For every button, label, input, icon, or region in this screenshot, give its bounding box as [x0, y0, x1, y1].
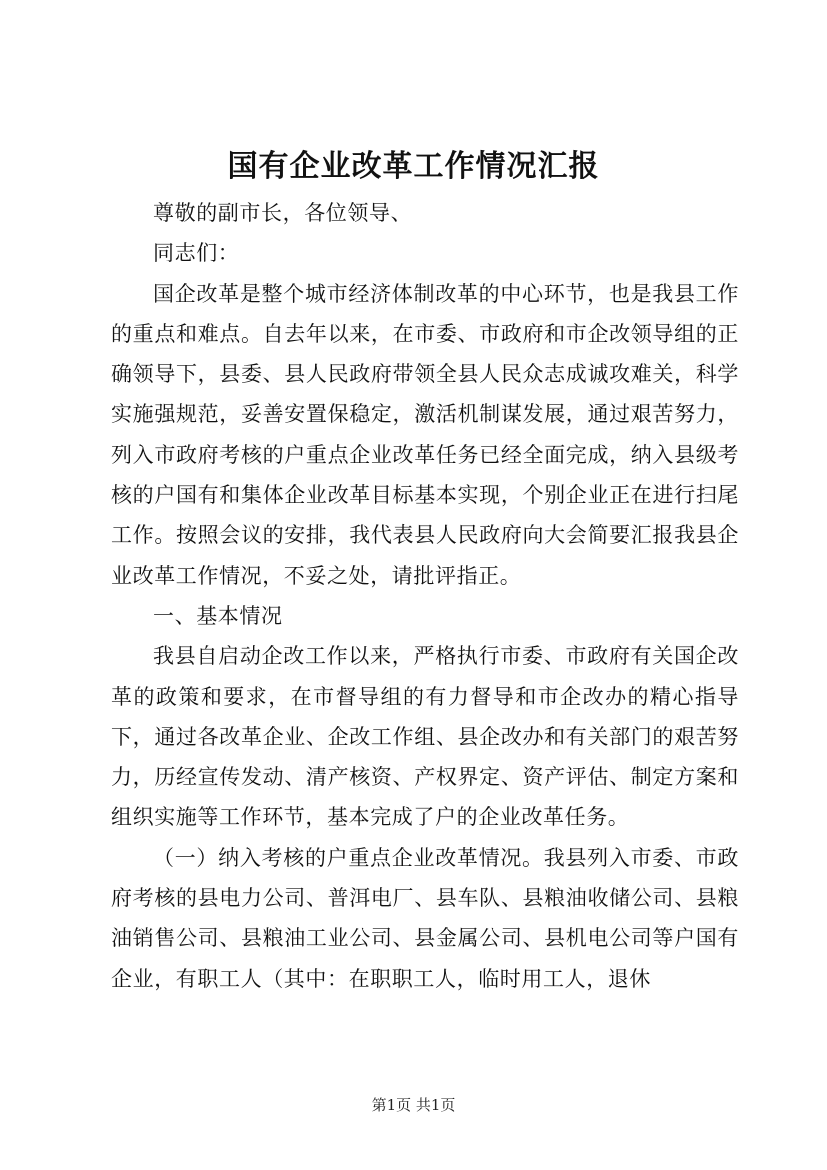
document-title: 国有企业改革工作情况汇报 — [227, 149, 600, 184]
basic-situation-paragraph: 我县自启动企改工作以来，严格执行市委、市政府有关国企改革的政策和要求，在市督导组的有力督导和市企改办的精心指导下，通过各改革企业、企改工作组、县企改办和有关部门的艰苦努力，历经宣传发动、清产核资、产权界定、资产评估、制定方案和组织实施等工作环节，基本完成了户的企业改革任务。 — [111, 644, 739, 830]
salutation-comrades: 同志们： — [153, 241, 240, 266]
subsection-key-enterprises-paragraph: （一）纳入考核的户重点企业改革情况。我县列入市委、市政府考核的县电力公司、普洱电厂、县车队、县粮油收储公司、县粮油销售公司、县粮油工业公司、县金属公司、县机电公司等户国有企业，有职工人（其中：在职职工人，临时用工人，退休 — [111, 845, 739, 991]
section-heading-basic-situation: 一、基本情况 — [153, 603, 283, 628]
page-number-footer: 第1页 共1页 — [371, 1096, 456, 1114]
intro-paragraph: 国企改革是整个城市经济体制改革的中心环节，也是我县工作的重点和难点。自去年以来，在市委、市政府和市企改领导组的正确领导下，县委、县人民政府带领全县人民众志成诚攻难关，科学实施强规范，妥善安置保稳定，激活机制谋发展，通过艰苦努力，列入市政府考核的户重点企业改革任务已经全面完成，纳入县级考核的户国有和集体企业改革目标基本实现，个别企业正在进行扫尾工作。按照会议的安排，我代表县人民政府向大会简要汇报我县企业改革工作情况，不妥之处，请批评指正。 — [111, 281, 739, 588]
salutation-line: 尊敬的副市长，各位领导、 — [153, 201, 413, 225]
document-body — [111, 193, 739, 999]
